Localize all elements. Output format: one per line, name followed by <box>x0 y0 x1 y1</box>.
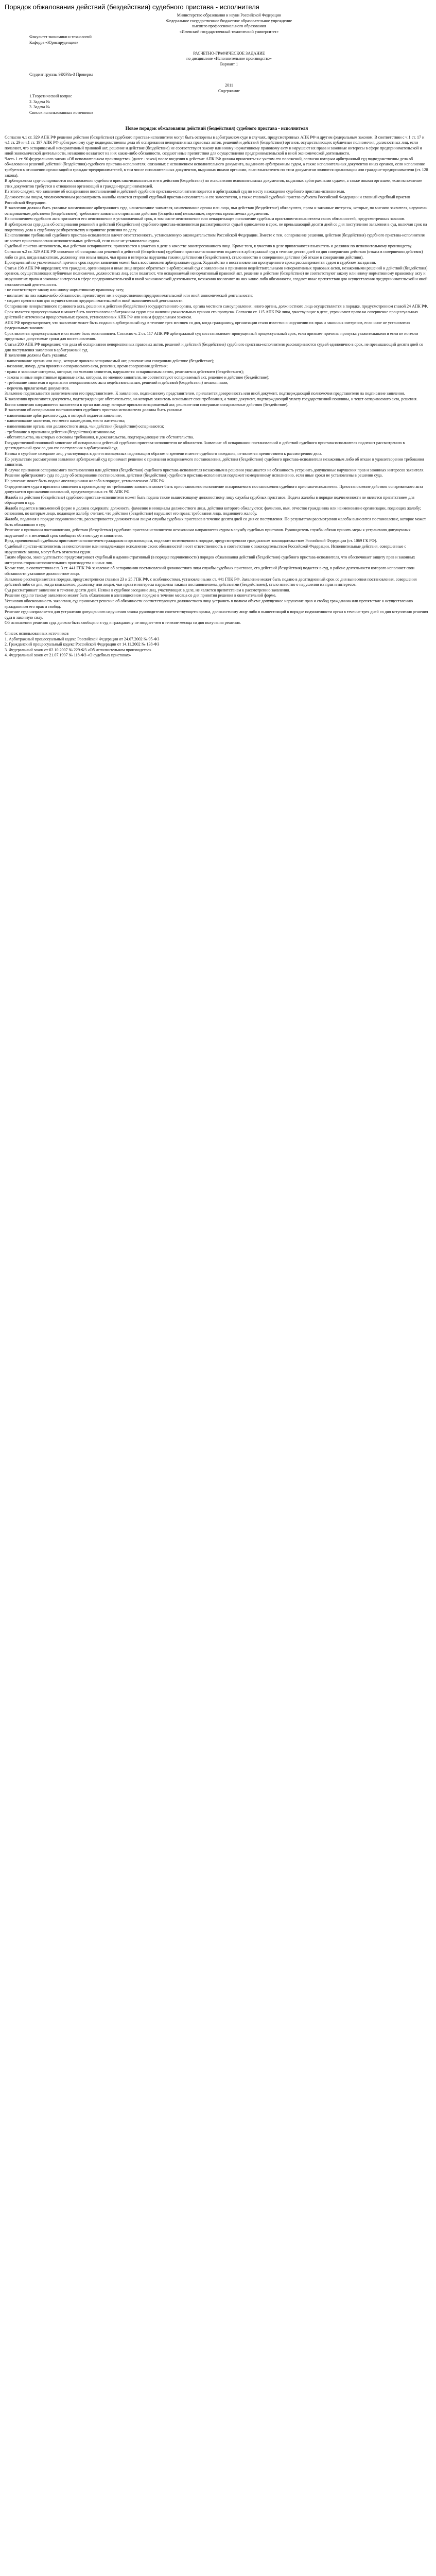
document-title: Порядок обжалования действий (бездействия) судебного пристава - исполнителя <box>5 3 259 11</box>
reference-item: 1. Арбитражный процессуальный кодекс Российской Федерации от 24.07.2002 № 95-ФЗ <box>5 636 160 641</box>
paragraph: Жалоба, поданная в порядке подчиненности, рассматривается должностным лицом службы судебных приставов в течение десяти дней со дня ее поступления. По результатам рассмотрения жалобы выносится постановление, которое может быть обжаловано в суд. <box>5 517 426 527</box>
title-page-line: Список использованных источников <box>29 110 94 115</box>
paragraph: - перечень прилагаемых документов. <box>5 385 70 391</box>
paragraph: - возлагает на них каким-либо обязанности, препятствует им в осуществлении предпринимательской или иной экономической деятельности; <box>5 293 253 298</box>
paragraph: В арбитражном суде дела об оспаривании решений и действий (бездействия) судебного пристава-исполнителя рассматриваются судьей единолично в срок, не превышающий десяти дней со дня поступления заявления в суд, включая срок на подготовку дела к судебному разбирательству и принятие решения по делу. <box>5 222 427 232</box>
title-page-line: «Ижевский государственный технический университет» <box>179 29 279 34</box>
paragraph: Судебный пристав-исполнитель за неисполнение или ненадлежащее исполнение своих обязанностей несет ответственность в соответствии с законодательством Российской Федерации. Исполнительные действия, совершенные с нарушением закона, могут быть отменены судом. <box>5 544 407 554</box>
paragraph: - не соответствует закону или иному нормативному правовому акту; <box>5 287 125 293</box>
paragraph: Определением суда о принятии заявления к производству по требованию заявителя может быть приостановлено исполнение оспариваемого постановления судебного пристава-исполнителя. Приостановление действия оспариваемого акта допускается при наличии оснований, предусмотренных ст. 90 АПК РФ. <box>5 484 423 495</box>
paragraph: - требование заявителя о признании ненормативного акта недействительным, решений и действий (бездействия) незаконными; <box>5 380 229 385</box>
title-page-line: Кафедра «Юриспруденция» <box>29 40 78 45</box>
paragraph: К заявлению прилагаются документы, подтверждающие обстоятельства, на которых заявитель основывает свои требования, а также документ, подтверждающий уплату государственной пошлины, и текст оспариваемого акта, решения. <box>5 397 417 401</box>
body-text <box>5 135 429 626</box>
title-page-line: Студент группы 9К0Р3а-3 Проверил <box>29 72 93 77</box>
paragraph: Кроме того, в соответствии с п. 3 ст. 441 ГПК РФ заявление об оспаривании постановлений должностного лица службы судебных приставов, его действий (бездействия) подается в суд, в районе деятельности которого исполняет свои обязанности указанное должностное лицо. <box>5 566 415 576</box>
title-page-line: РАСЧЕТНО-ГРАФИЧЕСКОЕ ЗАДАНИЕ <box>193 50 265 56</box>
paragraph: В случае признания оспариваемого постановления или действия (бездействия) судебного пристава-исполнителя незаконным в решении указывается на обязанность устранить допущенные нарушения прав и законных интересов заявителя. <box>5 467 425 472</box>
paragraph: Государственной пошлиной заявление об оспаривании действий судебного пристава-исполнителя не облагается. Заявление об оспаривании постановлений и действий судебного пристава-исполнителя подлежит рассмотрению в десятидневный срок со дня его поступления в арбитражный суд. <box>5 440 405 451</box>
spacer <box>5 626 429 631</box>
paragraph: Таким образом, законодательство предусматривает судебный и административный (в порядке подчиненности) порядок обжалования действий (бездействия) судебного пристава-исполнителя, что обеспечивает защиту прав и законных интересов сторон исполнительного производства и иных лиц. <box>5 555 415 565</box>
paragraph: Суд рассматривает заявление в течение десяти дней. Неявка в судебное заседание лиц, участвующих в деле, не является препятствием к рассмотрению заявления. <box>5 587 290 592</box>
paragraph: Неисполнение требований судебного пристава-исполнителя влечет ответственность, установленную законодательством Российской Федерации. Вместе с тем, оспаривание решения, действия (бездействия) судебного пристава-исполнителя не влечет приостановления исполнительных действий, если иное не установлено судом. <box>5 233 425 243</box>
spacer <box>29 67 429 72</box>
paragraph: - наименование органа или должностного лица, чьи действия (бездействие) оспариваются; <box>5 423 164 429</box>
paragraph: Копия заявления направляется заявителем в орган или лицу, которые приняли оспариваемый акт, решение или совершили оспариваемые действия (бездействие). <box>5 402 288 407</box>
paragraph: Заявление подписывается заявителем или его представителем. К заявлению, подписанному представителем, прилагается доверенность или иной документ, подтверждающий полномочия представителя на подписание заявления. <box>5 391 405 396</box>
paragraph: На решение может быть подана апелляционная жалоба в порядке, установленном АПК РФ. <box>5 478 166 483</box>
title-page-line: 2. Задача № <box>29 99 50 104</box>
paragraph: - наименование арбитражного суда, в который подается заявление; <box>5 413 122 418</box>
spacer <box>29 78 429 83</box>
paragraph: Решение суда направляется для устранения допущенного нарушения закона руководителю соответствующего органа, должностному лицу либо в вышестоящий в порядке подчиненности орган в течение трех дней со дня вступления решения суда в законную силу. <box>5 609 428 620</box>
reference-item: 3. Федеральный закон от 02.10.2007 № 229-ФЗ «Об исполнительном производстве» <box>5 647 151 652</box>
paragraph: Неисполнением судебного акта признается его неисполнение в установленный срок, в том числе неисполнение или ненадлежащее исполнение судебным приставом-исполнителем своих обязанностей, предусмотренных законом. <box>5 216 406 222</box>
paragraph: Жалоба подается в письменной форме и должна содержать: должность, фамилию и инициалы должностного лица, действия которого обжалуются; фамилию, имя, отчество гражданина или наименование организации, подающих жалобу; основания, по которым лицо, подающее жалобу, считает, что действия (бездействие) нарушают его права; требования лица, подающего жалобу. <box>5 505 421 516</box>
paragraph: АПК РФ предусматривает, что заявление может быть подано в арбитражный суд в течение трех месяцев со дня, когда гражданину, организации стало известно о нарушении их прав и законных интересов, если иное не установлено федеральным законом. <box>5 320 410 331</box>
title-page-line: Федеральное государственное бюджетное образовательное учреждение <box>166 18 292 23</box>
paragraph: Об исполнении решения суда должно быть сообщено в суд и гражданину не позднее чем в течение месяца со дня получения решения. <box>5 620 241 625</box>
paragraph: Согласно ч.2 ст. 329 АПК РФ заявление об оспаривании решений и действий (бездействия) судебного пристава-исполнителя подается в арбитражный суд в течение десяти дней со дня совершения действия (отказа в совершении действия) либо со дня, когда взыскателю, должнику или иным лицам, чьи права и интересы нарушены такими действиями (бездействием), стало известно о совершении действия (об отказе в совершении действия). <box>5 249 423 260</box>
title-page-line: Вариант 1 <box>220 61 238 66</box>
paragraph: В заявлении об оспаривании постановления судебного пристава-исполнителя должны быть указаны: <box>5 408 182 413</box>
paragraph: Установив обоснованность заявления, суд принимает решение об обязанности соответствующего должностного лица устранить в полном объеме допущенное нарушение прав и свобод гражданина или препятствие к осуществлению гражданином его прав и свобод. <box>5 598 413 609</box>
paragraph: Жалоба на действия (бездействие) судебного пристава-исполнителя может быть подана также вышестоящему должностному лицу службы судебных приставов. Подача жалобы в порядке подчиненности не является препятствием для обращения в суд. <box>5 495 414 505</box>
paragraph: Пропущенный по уважительной причине срок подачи заявления может быть восстановлен арбитражным судом. Ходатайство о восстановлении пропущенного срока рассматривается судом в судебном заседании. <box>5 260 376 265</box>
title-page-line: 2011 <box>225 82 233 88</box>
paragraph: Согласно ч.1 ст. 329 АПК РФ решения действия (бездействие) судебного пристава-исполнителя могут быть оспорены в арбитражном суде в случаях, предусмотренных АПК РФ и другим федеральным законом. В соответствии с ч.1 ст. 17 и ч.1 ст. 29 и ч.1 ст. 197 АПК РФ арбитражному суду подведомственны дела об оспаривании ненормативных правовых актов, решений и действий (бездействия) органов, осуществляющих публичные полномочия, должностных лиц, если полагают, что оспариваемый ненормативный правовой акт, решение и действие (бездействие) не соответствуют закону или иному нормативному правовому акту и нарушают их права и законные интересы в сфере предпринимательской и иной экономической деятельности, незаконно возлагают на них какие-либо обязанности, создают иные препятствия для осуществления предпринимательской и иной экономической деятельности. <box>5 134 425 156</box>
paragraph: - наименование органа или лица, которые приняли оспариваемый акт, решение или совершили действие (бездействие); <box>5 358 215 363</box>
paragraph: Вред, причиненный судебным приставом-исполнителем гражданам и организациям, подлежит возмещению в порядке, предусмотренном гражданским законодательством Российской Федерации (ст. 1069 ГК РФ). <box>5 538 377 544</box>
paragraph: Срок является процессуальным и может быть восстановлен арбитражным судом при наличии уважительных причин его пропуска. Согласно ст. 115 АПК РФ лица, участвующие в деле, утрачивают право на совершение процессуальных действий с истечением процессуальных сроков, установленных АПК РФ или иным федеральным законом. <box>5 309 418 320</box>
document-page <box>0 0 436 663</box>
title-page-line: по дисциплине «Исполнительное производство» <box>186 56 272 61</box>
paragraph: - законы и иные нормативные правовые акты, которым, по мнению заявителя, не соответствуют оспариваемый акт, решение и действие (бездействие); <box>5 375 270 380</box>
spacer <box>29 46 429 51</box>
paragraph: Решение о признании постановления, действия (бездействия) судебного пристава-исполнителя незаконным направляется судом в службу судебных приставов. Руководитель службы обязан принять меры к устранению допущенных нарушений и в месячный срок сообщить об этом суду и заявителю. <box>5 528 411 538</box>
paragraph: По результатам рассмотрения заявления арбитражный суд принимает решение о признании оспариваемого постановления, действия (бездействия) судебного пристава-исполнителя незаконным либо об отказе в удовлетворении требования заявителя. <box>5 456 424 467</box>
reference-item: 2. Гражданский процессуальный кодекс Российской Федерации от 14.11.2002 № 138-ФЗ <box>5 642 160 647</box>
paragraph: В заявлении должны быть указаны: наименование арбитражного суда, наименование заявителя, наименование органа или лица, чьи действия (бездействие) обжалуются, права и законные интересы, которые, по мнению заявителя, нарушены оспариваемым действием (бездействием), требование заявителя о признании действия (бездействия) незаконным, перечень прилагаемых документов. <box>5 206 428 216</box>
paragraph: - требование о признании действия (бездействия) незаконным; <box>5 429 115 434</box>
paragraph: Решение арбитражного суда по делу об оспаривании постановления, действия (бездействия) судебного пристава-исполнителя подлежит немедленному исполнению, если иные сроки не установлены в решении суда. <box>5 473 383 478</box>
paragraph: - обстоятельства, на которых основаны требования, и доказательства, подтверждающие эти обстоятельства. <box>5 435 194 440</box>
paragraph: Судебный пристав-исполнитель, чьи действия оспариваются, привлекается к участию в деле в качестве заинтересованного лица. Кроме того, к участию в деле привлекаются взыскатель и должник по исполнительному производству. <box>5 244 412 249</box>
paragraph: Неявка в судебное заседание лиц, участвующих в деле и извещенных надлежащим образом о времени и месте судебного заседания, не является препятствием к рассмотрению дела. <box>5 451 322 456</box>
paragraph: - наименование заявителя, его место нахождения, место жительства; <box>5 418 126 423</box>
paragraph: Заявление рассматривается в порядке, предусмотренном главами 23 и 25 ГПК РФ, с особенностями, установленными ст. 441 ГПК РФ. Заявление может быть подано в десятидневный срок со дня вынесения постановления, совершения действий либо со дня, когда взыскателю, должнику или лицам, чьи права и интересы нарушены такими постановлением, действиями (бездействием), стало известно о нарушении их прав и интересов. <box>5 577 417 587</box>
title-page-line: 1.Теоретический вопрос <box>29 94 72 99</box>
paragraph: Часть 1 ст. 90 федерального закона «Об исполнительном производстве» (далее - закон) после введения в действие АПК РФ должна применяться с учетом его положений, согласно которым арбитражный суд подведомственны дела об обжаловании решений действий (бездействия) судебного пристава-исполнителя, связанных с исполнением исполнительного документа, выданного арбитражным судом, а также исполнительных документов иных органов, если исполнение требуется в отношении организаций и граждан-предпринимателей, в том числе исполнительных документов, выданных иными органами, если взыскателем по этим документам являются организации или граждане-предприниматели (ст. 128 закона). <box>5 156 428 178</box>
paragraph: - права и законные интересы, которые, по мнению заявителя, нарушаются оспариваемым актом, решением и действием (бездействием); <box>5 369 244 375</box>
paragraph: В заявлении должны быть указаны: <box>5 353 67 358</box>
paragraph: В арбитражном суде оспариваются постановления судебного пристава-исполнителя и его действия (бездействие) по исполнению исполнительных документов, выданных арбитражными судами, а также иными органами, если исполнение этих документов требуется в отношении организаций и граждан-предпринимателей. <box>5 178 422 189</box>
paragraph: Статья 198 АПК РФ определяет, что граждане, организации и иные лица вправе обратиться в арбитражный суд с заявлением о признании недействительными ненормативных правовых актов, незаконными решений и действий (бездействия) органов, осуществляющих публичные полномочия, должностных лиц, если полагают, что оспариваемый ненормативный правовой акт, решение и действие (бездействие) не соответствуют закону или иному нормативному правовому акту и нарушают их права и законные интересы в сфере предпринимательской и иной экономической деятельности, незаконно возлагают на них какие-либо обязанности, создают иные препятствия для осуществления предпринимательской и иной экономической деятельности. <box>5 265 428 287</box>
section-heading: Новое порядок обжалования действий (бездействия) судебного пристава - исполнителя <box>125 125 308 131</box>
title-page-line: Министерство образования и науки Российской Федерации <box>177 13 282 18</box>
title-page-line: высшего профессионального образования <box>192 24 266 29</box>
paragraph: Оспаривание ненормативного правового акта, решения и действия (бездействия) государственного органа, органа местного самоуправления, иного органа, должностного лица осуществляется в порядке, предусмотренном главой 24 АПК РФ. <box>5 303 428 309</box>
paragraph: Должностным лицом, уполномоченным рассматривать жалобы является старший судебный пристав-исполнитель и его заместители, а также главный судебный пристав субъекта Российской Федерации и главный судебный пристав Российской Федерации. <box>5 195 410 205</box>
references-list <box>5 631 429 658</box>
title-page-line: Содержание <box>218 88 240 93</box>
paragraph: Из этого следует, что заявление об оспаривании постановлений и действий судебного пристава-исполнителя подается в арбитражный суд по месту нахождения судебного пристава-исполнителя. <box>5 189 345 194</box>
paragraph: Решение суда по такому заявлению может быть обжаловано в апелляционном порядке в течение месяца со дня принятия решения в окончательной форме. <box>5 593 276 598</box>
spacer <box>5 116 429 124</box>
reference-item: 4. Федеральный закон от 21.07.1997 № 118-ФЗ «О судебных приставах» <box>5 653 131 658</box>
title-page-line: 3. Задача № <box>29 105 50 110</box>
paragraph: Статья 200 АПК РФ определяет, что дела об оспаривании ненормативных правовых актов, решений и действий (бездействия) судебного пристава-исполнителя рассматриваются судьей единолично в срок, не превышающий десяти дней со дня поступления заявления в арбитражный суд. <box>5 342 423 352</box>
paragraph: - название, номер, дата принятия оспариваемого акта, решения, время совершения действия; <box>5 364 168 369</box>
paragraph: - создает препятствия для осуществления предпринимательской и иной экономической деятельности. <box>5 298 184 303</box>
references-heading: Список использованных источников <box>5 631 69 636</box>
paragraph: Срок является процессуальным и он может быть восстановлен. Согласно ч. 2 ст. 117 АПК РФ арбитражный суд восстанавливает пропущенный процессуальный срок, если признает причины пропуска уважительными и если не истекли предельные допустимые сроки для восстановления. <box>5 331 418 342</box>
title-page-line: Факультет экономики и технологий <box>29 35 92 40</box>
title-page-block <box>29 13 429 116</box>
